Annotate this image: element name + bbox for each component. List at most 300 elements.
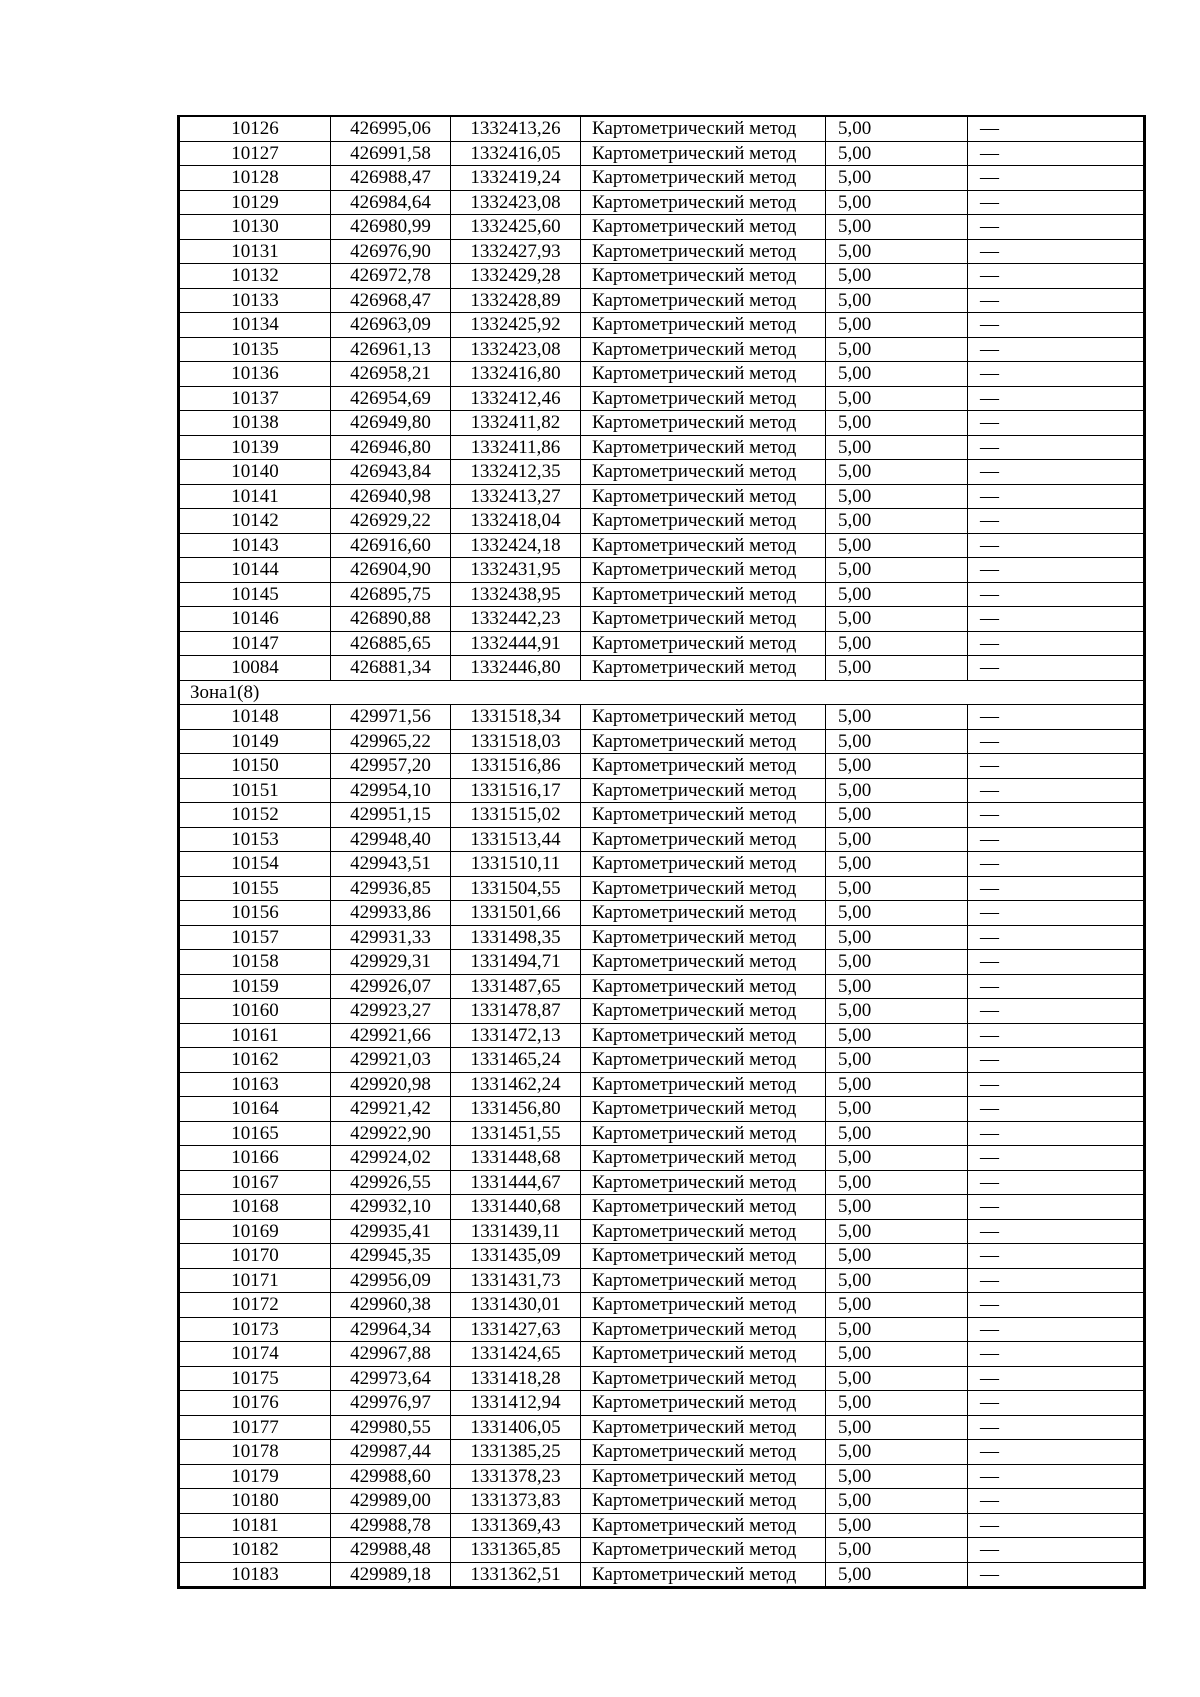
- point-number-cell: 10159: [179, 974, 331, 999]
- point-number-cell: 10181: [179, 1513, 331, 1538]
- point-number-cell: 10135: [179, 337, 331, 362]
- accuracy-cell: 5,00: [826, 754, 968, 779]
- y-coordinate-cell: 1331430,01: [451, 1293, 581, 1318]
- point-number-cell: 10141: [179, 484, 331, 509]
- point-number-cell: 10138: [179, 411, 331, 436]
- x-coordinate-cell: 429945,35: [331, 1244, 451, 1269]
- y-coordinate-cell: 1331378,23: [451, 1464, 581, 1489]
- table-row: [179, 190, 1145, 215]
- method-cell: Картометрический метод: [581, 288, 826, 313]
- x-coordinate-cell: 426895,75: [331, 582, 451, 607]
- accuracy-cell: 5,00: [826, 116, 968, 141]
- description-cell: —: [968, 754, 1145, 779]
- table-row: [179, 1146, 1145, 1171]
- table-row: [179, 950, 1145, 975]
- description-cell: —: [968, 1195, 1145, 1220]
- method-cell: Картометрический метод: [581, 1244, 826, 1269]
- accuracy-cell: 5,00: [826, 337, 968, 362]
- description-cell: —: [968, 705, 1145, 730]
- accuracy-cell: 5,00: [826, 1219, 968, 1244]
- table-row: [179, 313, 1145, 338]
- point-number-cell: 10183: [179, 1562, 331, 1588]
- method-cell: Картометрический метод: [581, 116, 826, 141]
- point-number-cell: 10177: [179, 1415, 331, 1440]
- point-number-cell: 10148: [179, 705, 331, 730]
- accuracy-cell: 5,00: [826, 607, 968, 632]
- method-cell: Картометрический метод: [581, 264, 826, 289]
- y-coordinate-cell: 1332425,92: [451, 313, 581, 338]
- accuracy-cell: 5,00: [826, 1562, 968, 1588]
- description-cell: —: [968, 876, 1145, 901]
- table-row: [179, 509, 1145, 534]
- method-cell: Картометрический метод: [581, 337, 826, 362]
- method-cell: Картометрический метод: [581, 141, 826, 166]
- description-cell: —: [968, 1170, 1145, 1195]
- point-number-cell: 10168: [179, 1195, 331, 1220]
- point-number-cell: 10170: [179, 1244, 331, 1269]
- accuracy-cell: 5,00: [826, 239, 968, 264]
- description-cell: —: [968, 607, 1145, 632]
- accuracy-cell: 5,00: [826, 460, 968, 485]
- point-number-cell: 10151: [179, 778, 331, 803]
- point-number-cell: 10129: [179, 190, 331, 215]
- method-cell: Картометрический метод: [581, 1415, 826, 1440]
- description-cell: —: [968, 215, 1145, 240]
- x-coordinate-cell: 429989,18: [331, 1562, 451, 1588]
- accuracy-cell: 5,00: [826, 1097, 968, 1122]
- y-coordinate-cell: 1331444,67: [451, 1170, 581, 1195]
- description-cell: —: [968, 1072, 1145, 1097]
- method-cell: Картометрический метод: [581, 974, 826, 999]
- method-cell: Картометрический метод: [581, 1146, 826, 1171]
- x-coordinate-cell: 429948,40: [331, 827, 451, 852]
- accuracy-cell: 5,00: [826, 1023, 968, 1048]
- method-cell: Картометрический метод: [581, 509, 826, 534]
- table-row: [179, 754, 1145, 779]
- table-row: [179, 411, 1145, 436]
- table-row: [179, 999, 1145, 1024]
- table-row: [179, 1513, 1145, 1538]
- x-coordinate-cell: 426976,90: [331, 239, 451, 264]
- x-coordinate-cell: 429922,90: [331, 1121, 451, 1146]
- table-row: [179, 582, 1145, 607]
- method-cell: Картометрический метод: [581, 1391, 826, 1416]
- method-cell: Картометрический метод: [581, 1562, 826, 1588]
- y-coordinate-cell: 1331472,13: [451, 1023, 581, 1048]
- accuracy-cell: 5,00: [826, 803, 968, 828]
- table-row: [179, 925, 1145, 950]
- description-cell: —: [968, 166, 1145, 191]
- y-coordinate-cell: 1332442,23: [451, 607, 581, 632]
- x-coordinate-cell: 429926,07: [331, 974, 451, 999]
- accuracy-cell: 5,00: [826, 631, 968, 656]
- description-cell: —: [968, 1366, 1145, 1391]
- x-coordinate-cell: 426984,64: [331, 190, 451, 215]
- point-number-cell: 10132: [179, 264, 331, 289]
- table-row: [179, 1317, 1145, 1342]
- method-cell: Картометрический метод: [581, 1195, 826, 1220]
- method-cell: Картометрический метод: [581, 754, 826, 779]
- y-coordinate-cell: 1332431,95: [451, 558, 581, 583]
- y-coordinate-cell: 1332411,82: [451, 411, 581, 436]
- description-cell: —: [968, 435, 1145, 460]
- x-coordinate-cell: 429988,60: [331, 1464, 451, 1489]
- x-coordinate-cell: 429964,34: [331, 1317, 451, 1342]
- method-cell: Картометрический метод: [581, 901, 826, 926]
- description-cell: —: [968, 1538, 1145, 1563]
- accuracy-cell: 5,00: [826, 1440, 968, 1465]
- point-number-cell: 10179: [179, 1464, 331, 1489]
- table-row: [179, 166, 1145, 191]
- method-cell: Картометрический метод: [581, 1219, 826, 1244]
- point-number-cell: 10139: [179, 435, 331, 460]
- description-cell: —: [968, 950, 1145, 975]
- accuracy-cell: 5,00: [826, 656, 968, 681]
- table-row: [179, 1391, 1145, 1416]
- accuracy-cell: 5,00: [826, 1121, 968, 1146]
- description-cell: —: [968, 1121, 1145, 1146]
- table-row: [179, 386, 1145, 411]
- x-coordinate-cell: 429956,09: [331, 1268, 451, 1293]
- accuracy-cell: 5,00: [826, 974, 968, 999]
- y-coordinate-cell: 1332438,95: [451, 582, 581, 607]
- accuracy-cell: 5,00: [826, 1464, 968, 1489]
- y-coordinate-cell: 1331498,35: [451, 925, 581, 950]
- method-cell: Картометрический метод: [581, 803, 826, 828]
- point-number-cell: 10167: [179, 1170, 331, 1195]
- point-number-cell: 10164: [179, 1097, 331, 1122]
- description-cell: —: [968, 313, 1145, 338]
- method-cell: Картометрический метод: [581, 1538, 826, 1563]
- y-coordinate-cell: 1332423,08: [451, 190, 581, 215]
- table-row: [179, 1538, 1145, 1563]
- method-cell: Картометрический метод: [581, 1489, 826, 1514]
- point-number-cell: 10140: [179, 460, 331, 485]
- y-coordinate-cell: 1332412,35: [451, 460, 581, 485]
- method-cell: Картометрический метод: [581, 582, 826, 607]
- x-coordinate-cell: 426904,90: [331, 558, 451, 583]
- y-coordinate-cell: 1331518,03: [451, 729, 581, 754]
- y-coordinate-cell: 1332418,04: [451, 509, 581, 534]
- table-row: [179, 729, 1145, 754]
- description-cell: —: [968, 1464, 1145, 1489]
- description-cell: —: [968, 974, 1145, 999]
- table-row: [179, 1121, 1145, 1146]
- x-coordinate-cell: 429988,48: [331, 1538, 451, 1563]
- description-cell: —: [968, 1415, 1145, 1440]
- description-cell: —: [968, 1513, 1145, 1538]
- description-cell: —: [968, 190, 1145, 215]
- method-cell: Картометрический метод: [581, 1464, 826, 1489]
- y-coordinate-cell: 1331494,71: [451, 950, 581, 975]
- accuracy-cell: 5,00: [826, 1489, 968, 1514]
- description-cell: —: [968, 411, 1145, 436]
- description-cell: —: [968, 1489, 1145, 1514]
- description-cell: —: [968, 1317, 1145, 1342]
- point-number-cell: 10149: [179, 729, 331, 754]
- x-coordinate-cell: 429935,41: [331, 1219, 451, 1244]
- accuracy-cell: 5,00: [826, 313, 968, 338]
- method-cell: Картометрический метод: [581, 1072, 826, 1097]
- method-cell: Картометрический метод: [581, 558, 826, 583]
- accuracy-cell: 5,00: [826, 386, 968, 411]
- table-row: [179, 141, 1145, 166]
- table-row: [179, 460, 1145, 485]
- point-number-cell: 10161: [179, 1023, 331, 1048]
- method-cell: Картометрический метод: [581, 729, 826, 754]
- description-cell: —: [968, 239, 1145, 264]
- x-coordinate-cell: 429951,15: [331, 803, 451, 828]
- point-number-cell: 10130: [179, 215, 331, 240]
- accuracy-cell: 5,00: [826, 925, 968, 950]
- description-cell: —: [968, 999, 1145, 1024]
- table-row: [179, 705, 1145, 730]
- method-cell: Картометрический метод: [581, 1170, 826, 1195]
- description-cell: —: [968, 533, 1145, 558]
- accuracy-cell: 5,00: [826, 1293, 968, 1318]
- accuracy-cell: 5,00: [826, 288, 968, 313]
- x-coordinate-cell: 429933,86: [331, 901, 451, 926]
- y-coordinate-cell: 1332428,89: [451, 288, 581, 313]
- accuracy-cell: 5,00: [826, 999, 968, 1024]
- method-cell: Картометрический метод: [581, 827, 826, 852]
- method-cell: Картометрический метод: [581, 852, 826, 877]
- accuracy-cell: 5,00: [826, 264, 968, 289]
- description-cell: —: [968, 1268, 1145, 1293]
- y-coordinate-cell: 1331487,65: [451, 974, 581, 999]
- y-coordinate-cell: 1331440,68: [451, 1195, 581, 1220]
- accuracy-cell: 5,00: [826, 1513, 968, 1538]
- point-number-cell: 10136: [179, 362, 331, 387]
- table-row: [179, 116, 1145, 141]
- point-number-cell: 10144: [179, 558, 331, 583]
- description-cell: —: [968, 656, 1145, 681]
- accuracy-cell: 5,00: [826, 1317, 968, 1342]
- table-row: [179, 1464, 1145, 1489]
- method-cell: Картометрический метод: [581, 778, 826, 803]
- point-number-cell: 10160: [179, 999, 331, 1024]
- point-number-cell: 10133: [179, 288, 331, 313]
- table-row: [179, 239, 1145, 264]
- point-number-cell: 10182: [179, 1538, 331, 1563]
- point-number-cell: 10172: [179, 1293, 331, 1318]
- table-row: [179, 1023, 1145, 1048]
- description-cell: —: [968, 484, 1145, 509]
- x-coordinate-cell: 426995,06: [331, 116, 451, 141]
- accuracy-cell: 5,00: [826, 705, 968, 730]
- accuracy-cell: 5,00: [826, 533, 968, 558]
- method-cell: Картометрический метод: [581, 1440, 826, 1465]
- table-row: [179, 656, 1145, 681]
- point-number-cell: 10147: [179, 631, 331, 656]
- method-cell: Картометрический метод: [581, 1317, 826, 1342]
- x-coordinate-cell: 429924,02: [331, 1146, 451, 1171]
- x-coordinate-cell: 429987,44: [331, 1440, 451, 1465]
- accuracy-cell: 5,00: [826, 778, 968, 803]
- point-number-cell: 10126: [179, 116, 331, 141]
- accuracy-cell: 5,00: [826, 1342, 968, 1367]
- accuracy-cell: 5,00: [826, 215, 968, 240]
- y-coordinate-cell: 1331456,80: [451, 1097, 581, 1122]
- point-number-cell: 10134: [179, 313, 331, 338]
- method-cell: Картометрический метод: [581, 411, 826, 436]
- point-number-cell: 10084: [179, 656, 331, 681]
- y-coordinate-cell: 1331418,28: [451, 1366, 581, 1391]
- x-coordinate-cell: 429926,55: [331, 1170, 451, 1195]
- y-coordinate-cell: 1332419,24: [451, 166, 581, 191]
- point-number-cell: 10131: [179, 239, 331, 264]
- y-coordinate-cell: 1331451,55: [451, 1121, 581, 1146]
- point-number-cell: 10152: [179, 803, 331, 828]
- description-cell: —: [968, 116, 1145, 141]
- description-cell: —: [968, 778, 1145, 803]
- accuracy-cell: 5,00: [826, 509, 968, 534]
- description-cell: —: [968, 582, 1145, 607]
- method-cell: Картометрический метод: [581, 166, 826, 191]
- table-row: [179, 1195, 1145, 1220]
- y-coordinate-cell: 1332423,08: [451, 337, 581, 362]
- accuracy-cell: 5,00: [826, 1268, 968, 1293]
- y-coordinate-cell: 1332444,91: [451, 631, 581, 656]
- accuracy-cell: 5,00: [826, 827, 968, 852]
- point-number-cell: 10146: [179, 607, 331, 632]
- table-row: [179, 631, 1145, 656]
- y-coordinate-cell: 1331406,05: [451, 1415, 581, 1440]
- y-coordinate-cell: 1331462,24: [451, 1072, 581, 1097]
- y-coordinate-cell: 1331478,87: [451, 999, 581, 1024]
- method-cell: Картометрический метод: [581, 1366, 826, 1391]
- table-row: [179, 558, 1145, 583]
- point-number-cell: 10155: [179, 876, 331, 901]
- description-cell: —: [968, 264, 1145, 289]
- table-row: [179, 1097, 1145, 1122]
- y-coordinate-cell: 1331465,24: [451, 1048, 581, 1073]
- accuracy-cell: 5,00: [826, 876, 968, 901]
- method-cell: Картометрический метод: [581, 925, 826, 950]
- point-number-cell: 10180: [179, 1489, 331, 1514]
- description-cell: —: [968, 1097, 1145, 1122]
- point-number-cell: 10156: [179, 901, 331, 926]
- accuracy-cell: 5,00: [826, 582, 968, 607]
- accuracy-cell: 5,00: [826, 852, 968, 877]
- method-cell: Картометрический метод: [581, 533, 826, 558]
- x-coordinate-cell: 426885,65: [331, 631, 451, 656]
- y-coordinate-cell: 1331518,34: [451, 705, 581, 730]
- table-row: [179, 288, 1145, 313]
- accuracy-cell: 5,00: [826, 1244, 968, 1269]
- point-number-cell: 10153: [179, 827, 331, 852]
- accuracy-cell: 5,00: [826, 411, 968, 436]
- table-row: [179, 827, 1145, 852]
- x-coordinate-cell: 426949,80: [331, 411, 451, 436]
- method-cell: Картометрический метод: [581, 1293, 826, 1318]
- x-coordinate-cell: 426881,34: [331, 656, 451, 681]
- x-coordinate-cell: 426940,98: [331, 484, 451, 509]
- x-coordinate-cell: 429920,98: [331, 1072, 451, 1097]
- table-row: [179, 778, 1145, 803]
- method-cell: Картометрический метод: [581, 239, 826, 264]
- x-coordinate-cell: 426988,47: [331, 166, 451, 191]
- description-cell: —: [968, 1244, 1145, 1269]
- x-coordinate-cell: 429967,88: [331, 1342, 451, 1367]
- description-cell: —: [968, 337, 1145, 362]
- method-cell: Картометрический метод: [581, 999, 826, 1024]
- description-cell: —: [968, 141, 1145, 166]
- method-cell: Картометрический метод: [581, 607, 826, 632]
- point-number-cell: 10173: [179, 1317, 331, 1342]
- accuracy-cell: 5,00: [826, 1415, 968, 1440]
- x-coordinate-cell: 426980,99: [331, 215, 451, 240]
- table-row: [179, 901, 1145, 926]
- accuracy-cell: 5,00: [826, 141, 968, 166]
- y-coordinate-cell: 1332412,46: [451, 386, 581, 411]
- x-coordinate-cell: 426991,58: [331, 141, 451, 166]
- accuracy-cell: 5,00: [826, 1146, 968, 1171]
- table-row: [179, 484, 1145, 509]
- table-row: [179, 215, 1145, 240]
- table-row: [179, 1415, 1145, 1440]
- method-cell: Картометрический метод: [581, 1268, 826, 1293]
- y-coordinate-cell: 1331412,94: [451, 1391, 581, 1416]
- point-number-cell: 10162: [179, 1048, 331, 1073]
- y-coordinate-cell: 1331516,86: [451, 754, 581, 779]
- table-row: [179, 974, 1145, 999]
- y-coordinate-cell: 1331501,66: [451, 901, 581, 926]
- point-number-cell: 10171: [179, 1268, 331, 1293]
- y-coordinate-cell: 1331448,68: [451, 1146, 581, 1171]
- accuracy-cell: 5,00: [826, 1195, 968, 1220]
- method-cell: Картометрический метод: [581, 876, 826, 901]
- description-cell: —: [968, 288, 1145, 313]
- y-coordinate-cell: 1331510,11: [451, 852, 581, 877]
- method-cell: Картометрический метод: [581, 313, 826, 338]
- description-cell: —: [968, 509, 1145, 534]
- point-number-cell: 10143: [179, 533, 331, 558]
- method-cell: Картометрический метод: [581, 1513, 826, 1538]
- accuracy-cell: 5,00: [826, 1048, 968, 1073]
- y-coordinate-cell: 1331365,85: [451, 1538, 581, 1563]
- method-cell: Картометрический метод: [581, 435, 826, 460]
- table-row: [179, 1440, 1145, 1465]
- point-number-cell: 10128: [179, 166, 331, 191]
- point-number-cell: 10174: [179, 1342, 331, 1367]
- x-coordinate-cell: 429960,38: [331, 1293, 451, 1318]
- x-coordinate-cell: 429989,00: [331, 1489, 451, 1514]
- x-coordinate-cell: 429965,22: [331, 729, 451, 754]
- description-cell: —: [968, 1562, 1145, 1588]
- y-coordinate-cell: 1332425,60: [451, 215, 581, 240]
- description-cell: —: [968, 1023, 1145, 1048]
- table-row: [179, 1366, 1145, 1391]
- table-row: [179, 1562, 1145, 1588]
- point-number-cell: 10163: [179, 1072, 331, 1097]
- x-coordinate-cell: 426963,09: [331, 313, 451, 338]
- y-coordinate-cell: 1332427,93: [451, 239, 581, 264]
- accuracy-cell: 5,00: [826, 1366, 968, 1391]
- y-coordinate-cell: 1331439,11: [451, 1219, 581, 1244]
- description-cell: —: [968, 1440, 1145, 1465]
- point-number-cell: 10158: [179, 950, 331, 975]
- table-row: [179, 1489, 1145, 1514]
- table-row: [179, 1342, 1145, 1367]
- x-coordinate-cell: 429971,56: [331, 705, 451, 730]
- x-coordinate-cell: 429932,10: [331, 1195, 451, 1220]
- x-coordinate-cell: 429923,27: [331, 999, 451, 1024]
- description-cell: —: [968, 901, 1145, 926]
- y-coordinate-cell: 1332424,18: [451, 533, 581, 558]
- table-row: [179, 1293, 1145, 1318]
- y-coordinate-cell: 1332411,86: [451, 435, 581, 460]
